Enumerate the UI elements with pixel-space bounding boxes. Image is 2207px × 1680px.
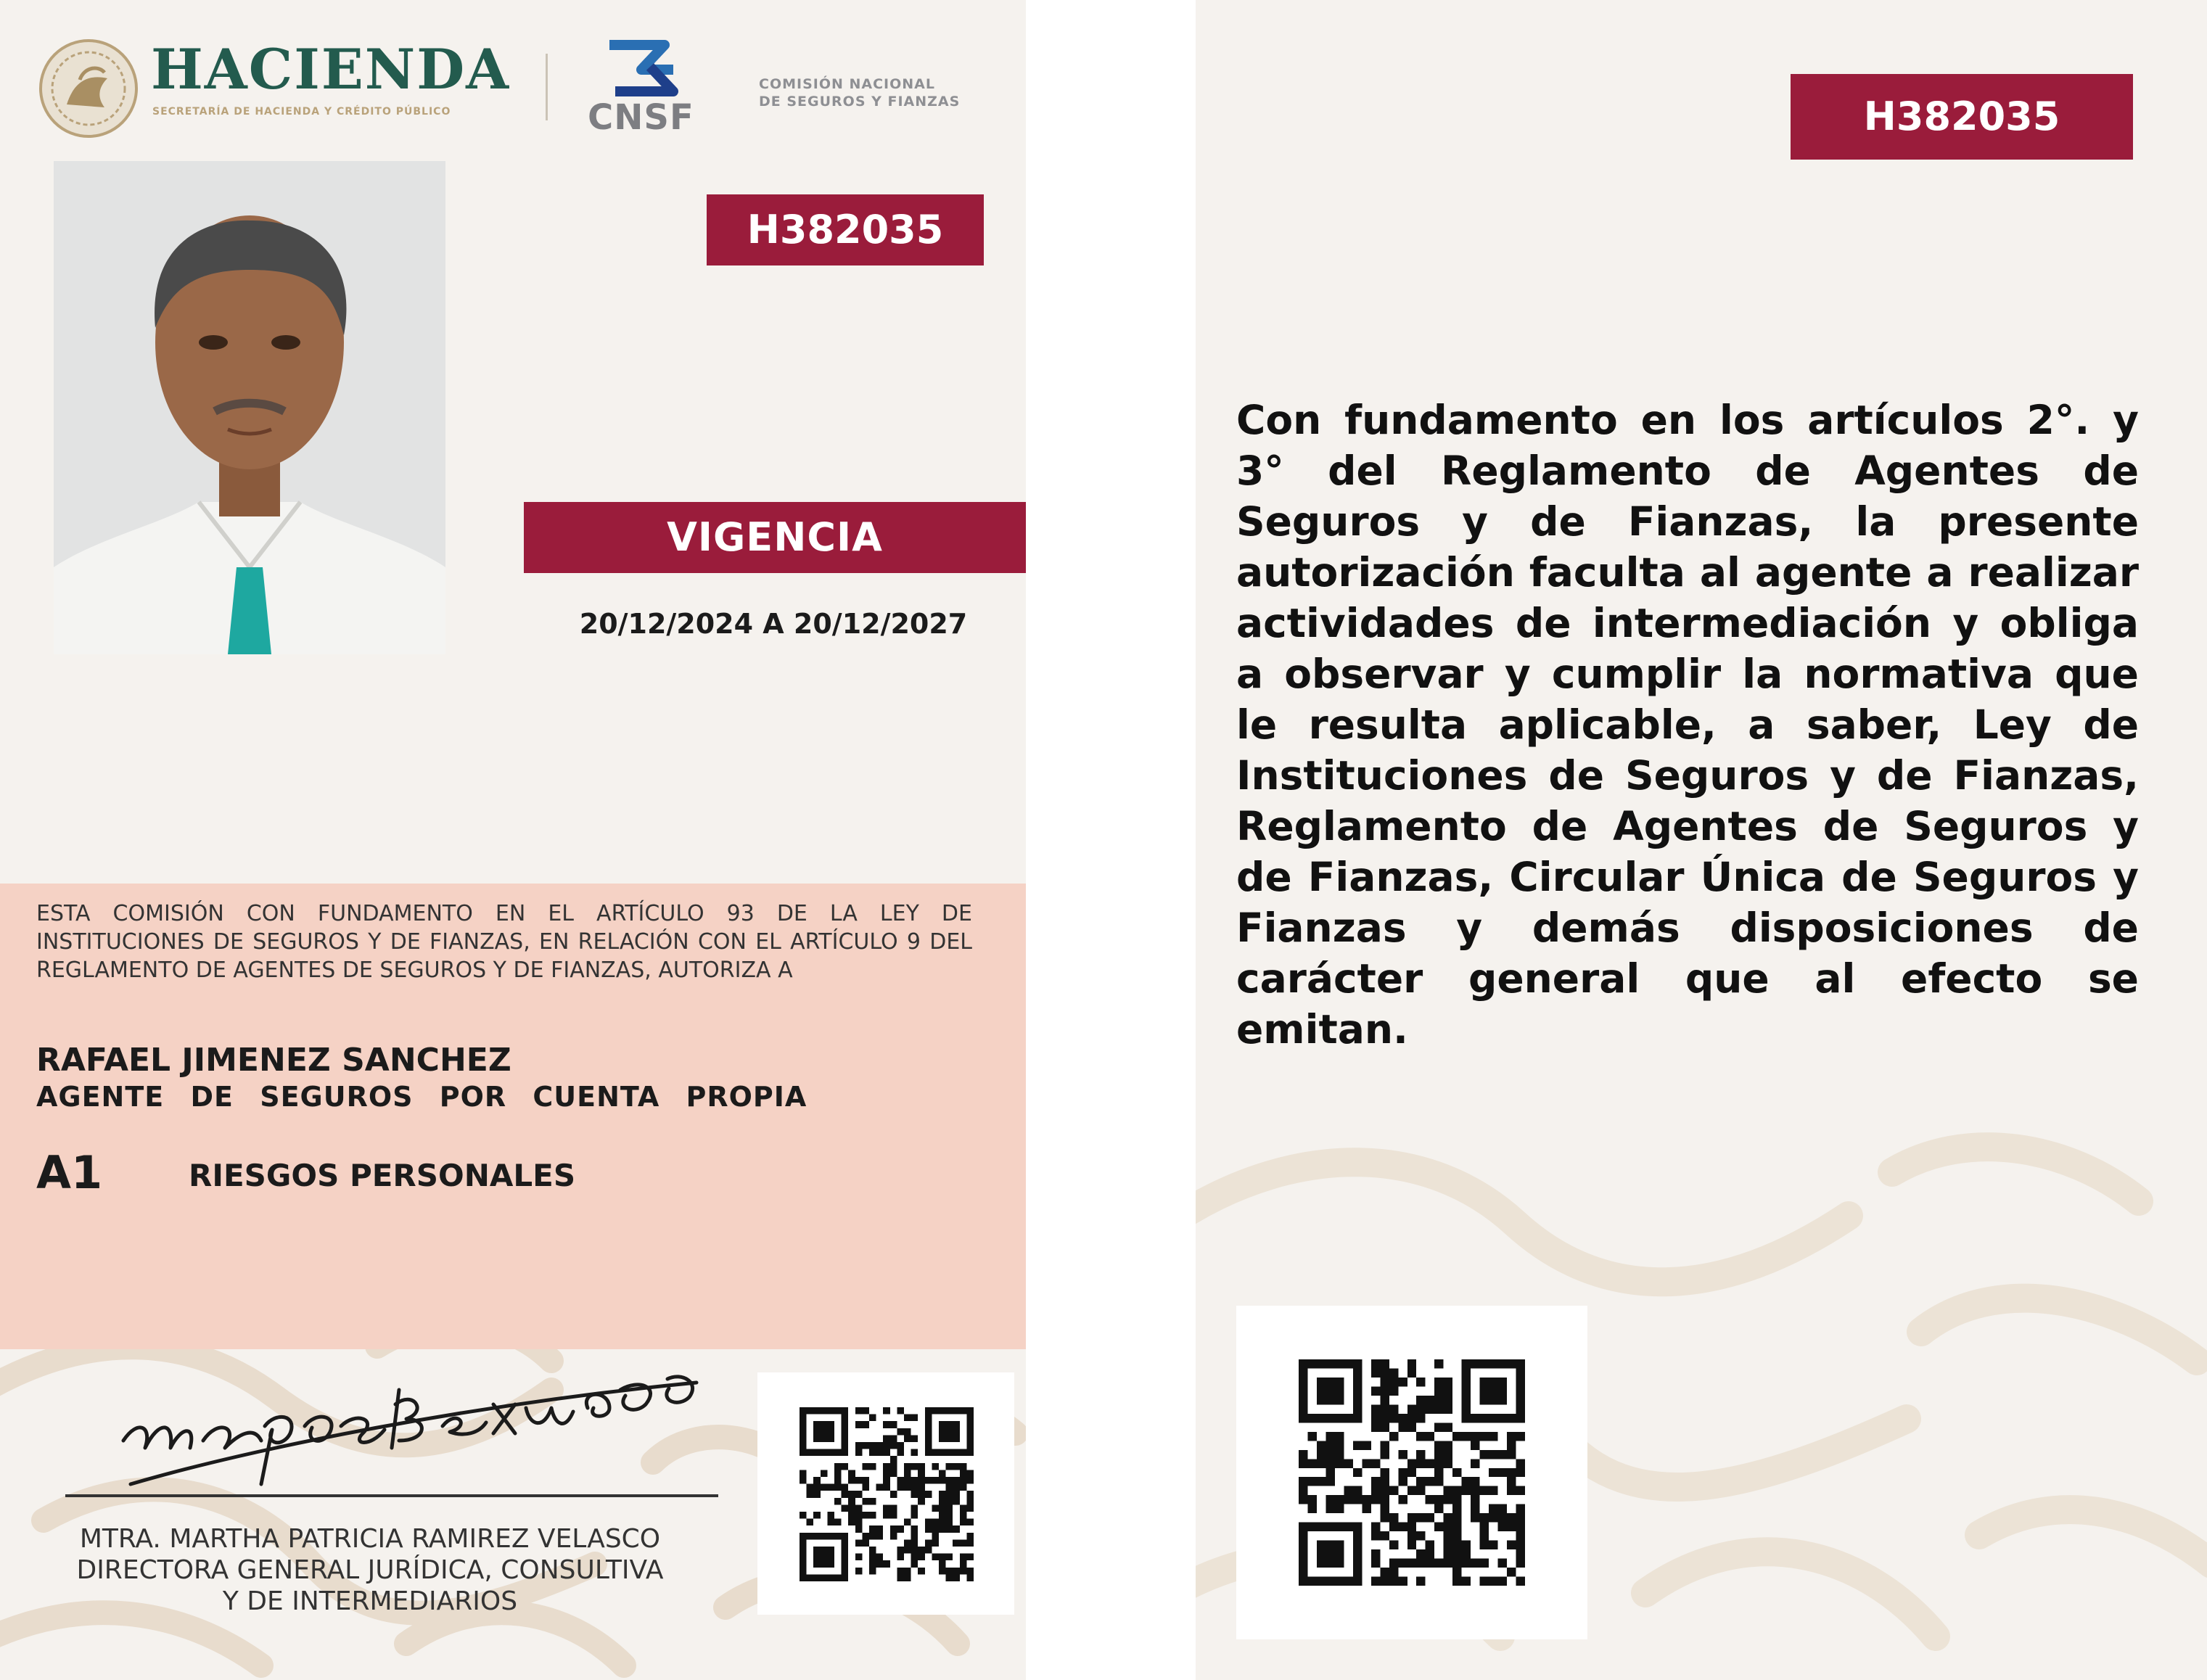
category-code: A1 xyxy=(36,1146,103,1199)
qr-code-icon xyxy=(800,1407,974,1581)
cnsf-acronym: CNSF xyxy=(588,97,694,138)
commission-line-1: COMISIÓN NACIONAL xyxy=(759,76,935,92)
vigencia-dates: 20/12/2024 A 20/12/2027 xyxy=(579,608,968,640)
agent-name: RAFAEL JIMENEZ SANCHEZ xyxy=(36,1042,511,1079)
legal-basis-text: ESTA COMISIÓN CON FUNDAMENTO EN EL ARTÍCULO 93 DE LA LEY DE INSTITUCIONES DE SEGUROS Y DE FIANZAS, EN RELACIÓN CON EL ARTÍCULO 9 DEL REGLAMENTO DE AGENTES DE SEGUROS Y DE FIANZAS, AUTORIZA A xyxy=(36,901,972,983)
folio-badge: H382035 xyxy=(707,194,984,265)
header-divider xyxy=(546,54,548,120)
signer-title-2: Y DE INTERMEDIARIOS xyxy=(222,1586,518,1616)
agent-role: AGENTE DE SEGUROS POR CUENTA PROPIA xyxy=(36,1081,807,1113)
qr-code-icon xyxy=(1294,1359,1529,1586)
credential-front xyxy=(0,0,1026,1680)
category-label: RIESGOS PERSONALES xyxy=(189,1158,576,1193)
legal-notice-text: Con fundamento en los artículos 2°. y 3° del Reglamento de Agentes de Seguros y de Fianzas, la presente autorización faculta al agente a realizar actividades de intermediación y obliga a observar y cumplir la normativa que le resulta aplicable, a saber, Ley de Instituciones de Seguros y de Fianzas, Reglamento de Agentes de Seguros y de Fianzas, Circular Única de Seguros y Fianzas y demás disposiciones de carácter general que al efecto se emitan. xyxy=(1236,397,2139,1053)
vigencia-label: VIGENCIA xyxy=(524,502,1026,573)
signer-title-1: DIRECTORA GENERAL JURÍDICA, CONSULTIVA xyxy=(76,1555,664,1585)
agent-photo xyxy=(54,161,445,654)
qr-code-front[interactable] xyxy=(757,1372,1014,1615)
cnsf-logo-icon xyxy=(599,38,689,99)
folio-badge-back: H382035 xyxy=(1791,74,2133,160)
signer-block xyxy=(29,1523,711,1617)
qr-code-back[interactable] xyxy=(1236,1306,1587,1639)
commission-line-2: DE SEGUROS Y FIANZAS xyxy=(759,94,961,110)
signature-line xyxy=(65,1494,718,1497)
hacienda-brand: HACIENDA xyxy=(151,37,511,102)
commission-name xyxy=(759,75,960,110)
hacienda-subtitle: SECRETARÍA DE HACIENDA Y CRÉDITO PÚBLICO xyxy=(152,106,451,118)
handwritten-signature xyxy=(109,1339,718,1520)
national-seal-icon xyxy=(38,38,139,139)
signer-name: MTRA. MARTHA PATRICIA RAMIREZ VELASCO xyxy=(79,1524,661,1554)
